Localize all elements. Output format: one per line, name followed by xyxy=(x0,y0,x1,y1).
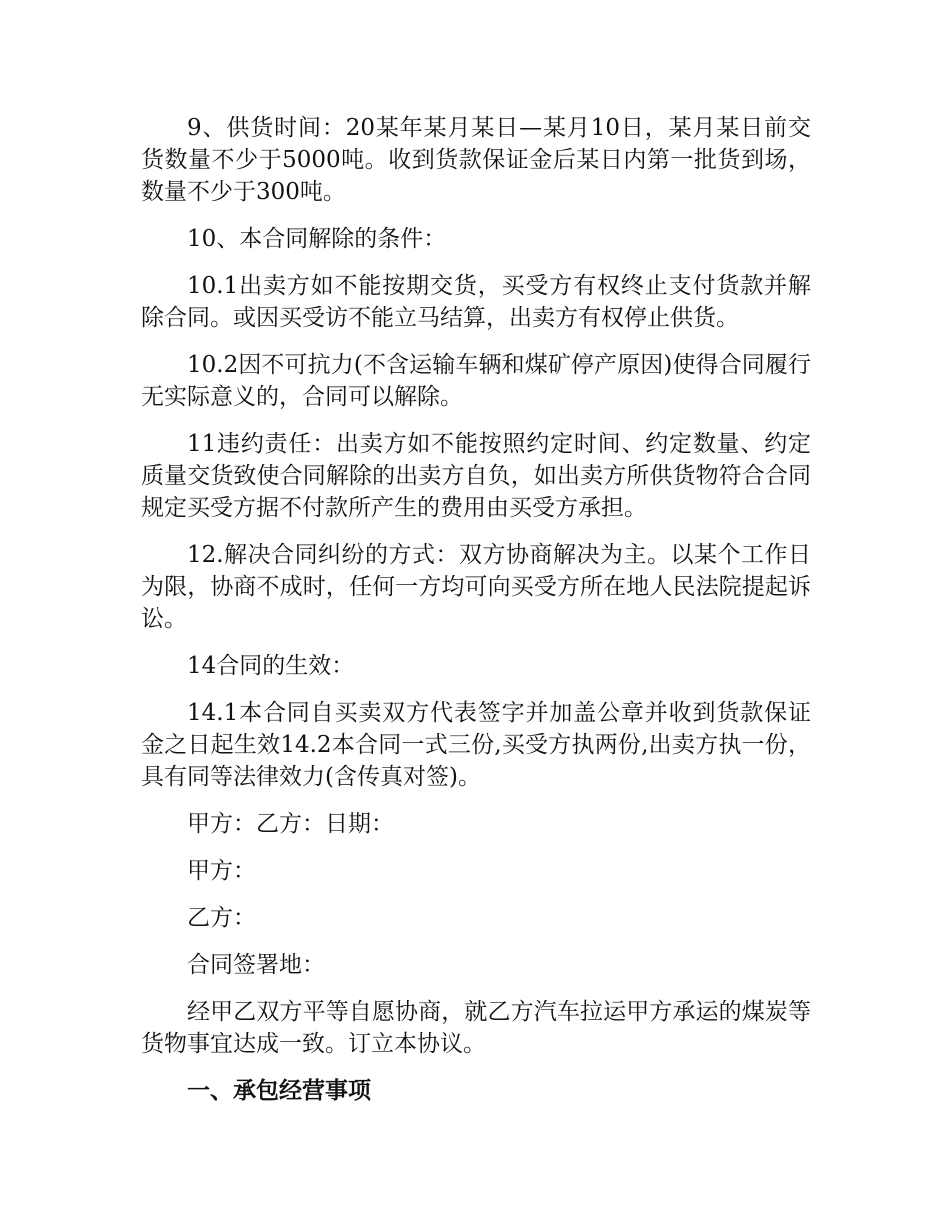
paragraph-dispute-resolution: 12.解决合同纠纷的方式：双方协商解决为主。以某个工作日为限，协商不成时，任何一方均可向买受方所在地人民法院提起诉讼。 xyxy=(141,542,811,632)
signature-line-party-a: 甲方： xyxy=(187,858,256,884)
signature-line-place: 合同签署地： xyxy=(187,952,325,978)
section-heading: 一、承包经营事项 xyxy=(187,1078,371,1104)
paragraph-termination-10-2: 10.2因不可抗力(不含运输车辆和煤矿停产原因)使得合同履行无实际意义的，合同可以解除。 xyxy=(141,352,811,410)
paragraph-supply-time: 9、供货时间：20某年某月某日—某月10日，某月某日前交货数量不少于5000吨。收到货款保证金后某日内第一批货到场，数量不少于300吨。 xyxy=(141,115,811,205)
paragraph-agreement-intro: 经甲乙双方平等自愿协商，就乙方汽车拉运甲方承运的煤炭等货物事宜达成一致。订立本协议。 xyxy=(141,999,811,1057)
signature-line-party-b: 乙方： xyxy=(187,905,256,931)
signature-line-parties-date: 甲方：乙方：日期： xyxy=(187,811,394,837)
paragraph-effectiveness-14-1: 14.1本合同自买卖双方代表签字并加盖公章并收到货款保证金之日起生效14.2本合同一式三份,买受方执两份,出卖方执一份，具有同等法律效力(含传真对签)。 xyxy=(141,700,811,790)
paragraph-breach-liability: 11违约责任：出卖方如不能按照约定时间、约定数量、约定质量交货致使合同解除的出卖方自负，如出卖方所供货物符合合同规定买受方据不付款所产生的费用由买受方承担。 xyxy=(141,431,811,521)
document-body xyxy=(141,112,811,1107)
paragraph-effectiveness: 14合同的生效： xyxy=(187,653,355,679)
paragraph-termination-10-1: 10.1出卖方如不能按期交货，买受方有权终止支付货款并解除合同。或因买受访不能立马结算，出卖方有权停止供货。 xyxy=(141,273,811,331)
paragraph-termination-conditions: 10、本合同解除的条件： xyxy=(187,226,447,252)
